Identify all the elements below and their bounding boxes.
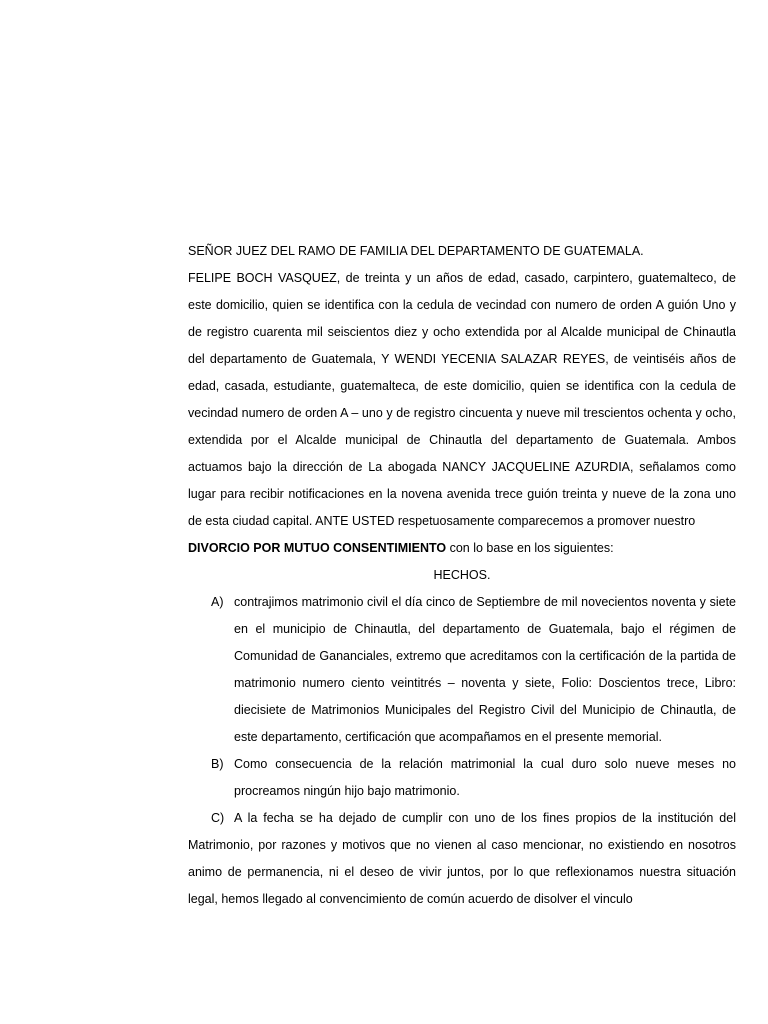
request-line — [188, 535, 736, 562]
section-title-hechos: HECHOS. — [433, 568, 491, 582]
document-body — [188, 238, 736, 913]
fact-marker: B) — [211, 757, 224, 771]
fact-item-b — [188, 751, 736, 805]
document-heading: SEÑOR JUEZ DEL RAMO DE FAMILIA DEL DEPARTAMENTO DE GUATEMALA. — [188, 244, 644, 258]
fact-item-a — [188, 589, 736, 751]
fact-marker: A) — [211, 595, 224, 609]
fact-marker: C) — [211, 811, 225, 825]
intro-text: FELIPE BOCH VASQUEZ, de treinta y un años de edad, casado, carpintero, guatemalteco, de este domicilio, quien se identifica con la cedula de vecindad con numero de orden A guión Uno y de registro cuarenta mil seiscientos diez y ocho extendida por al Alcalde municipal de Chinautla del departamento de Guatemala, Y WENDI YECENIA SALAZAR REYES, de veintiséis años de edad, casada, estudiante, guatemalteca, de este domicilio, quien se identifica con la cedula de vecindad numero de orden A – uno y de registro cincuenta y nueve mil trescientos ochenta y ocho, extendida por el Alcalde municipal de Chinautla del departamento de Guatemala. Ambos actuamos bajo la dirección de La abogada NANCY JACQUELINE AZURDIA, señalamos como lugar para recibir notificaciones en la novena avenida trece guión treinta y nueve de la zona uno de esta ciudad capital. ANTE USTED respetuosamente comparecemos a promover nuestro — [188, 271, 736, 528]
intro-paragraph — [188, 265, 736, 535]
fact-text: contrajimos matrimonio civil el día cinco de Septiembre de mil novecientos noventa y siete en el municipio de Chinautla, del departamento de Guatemala, bajo el régimen de Comunidad de Gananciales, extremo que acreditamos con la certificación de la partida de matrimonio numero ciento veintitrés – noventa y siete, Folio: Doscientos trece, Libro: diecisiete de Matrimonios Municipales del Registro Civil del Municipio de Chinautla, de este departamento, certificación que acompañamos en el presente memorial. — [234, 595, 736, 744]
fact-text: A la fecha se ha dejado de cumplir con uno de los fines propios de la institución del Matrimonio, por razones y motivos que no vienen al caso mencionar, no existiendo en nosotros animo de permanencia, ni el deseo de vivir juntos, por lo que reflexionamos nuestra situación legal, hemos llegado al convencimiento de común acuerdo de disolver el vinculo — [188, 811, 736, 906]
request-line-rest: con lo base en los siguientes: — [446, 541, 614, 555]
divorce-request-bold: DIVORCIO POR MUTUO CONSENTIMIENTO — [188, 541, 447, 555]
fact-text: Como consecuencia de la relación matrimonial la cual duro solo nueve meses no procreamos ningún hijo bajo matrimonio. — [234, 757, 736, 798]
fact-item-c — [188, 805, 736, 913]
